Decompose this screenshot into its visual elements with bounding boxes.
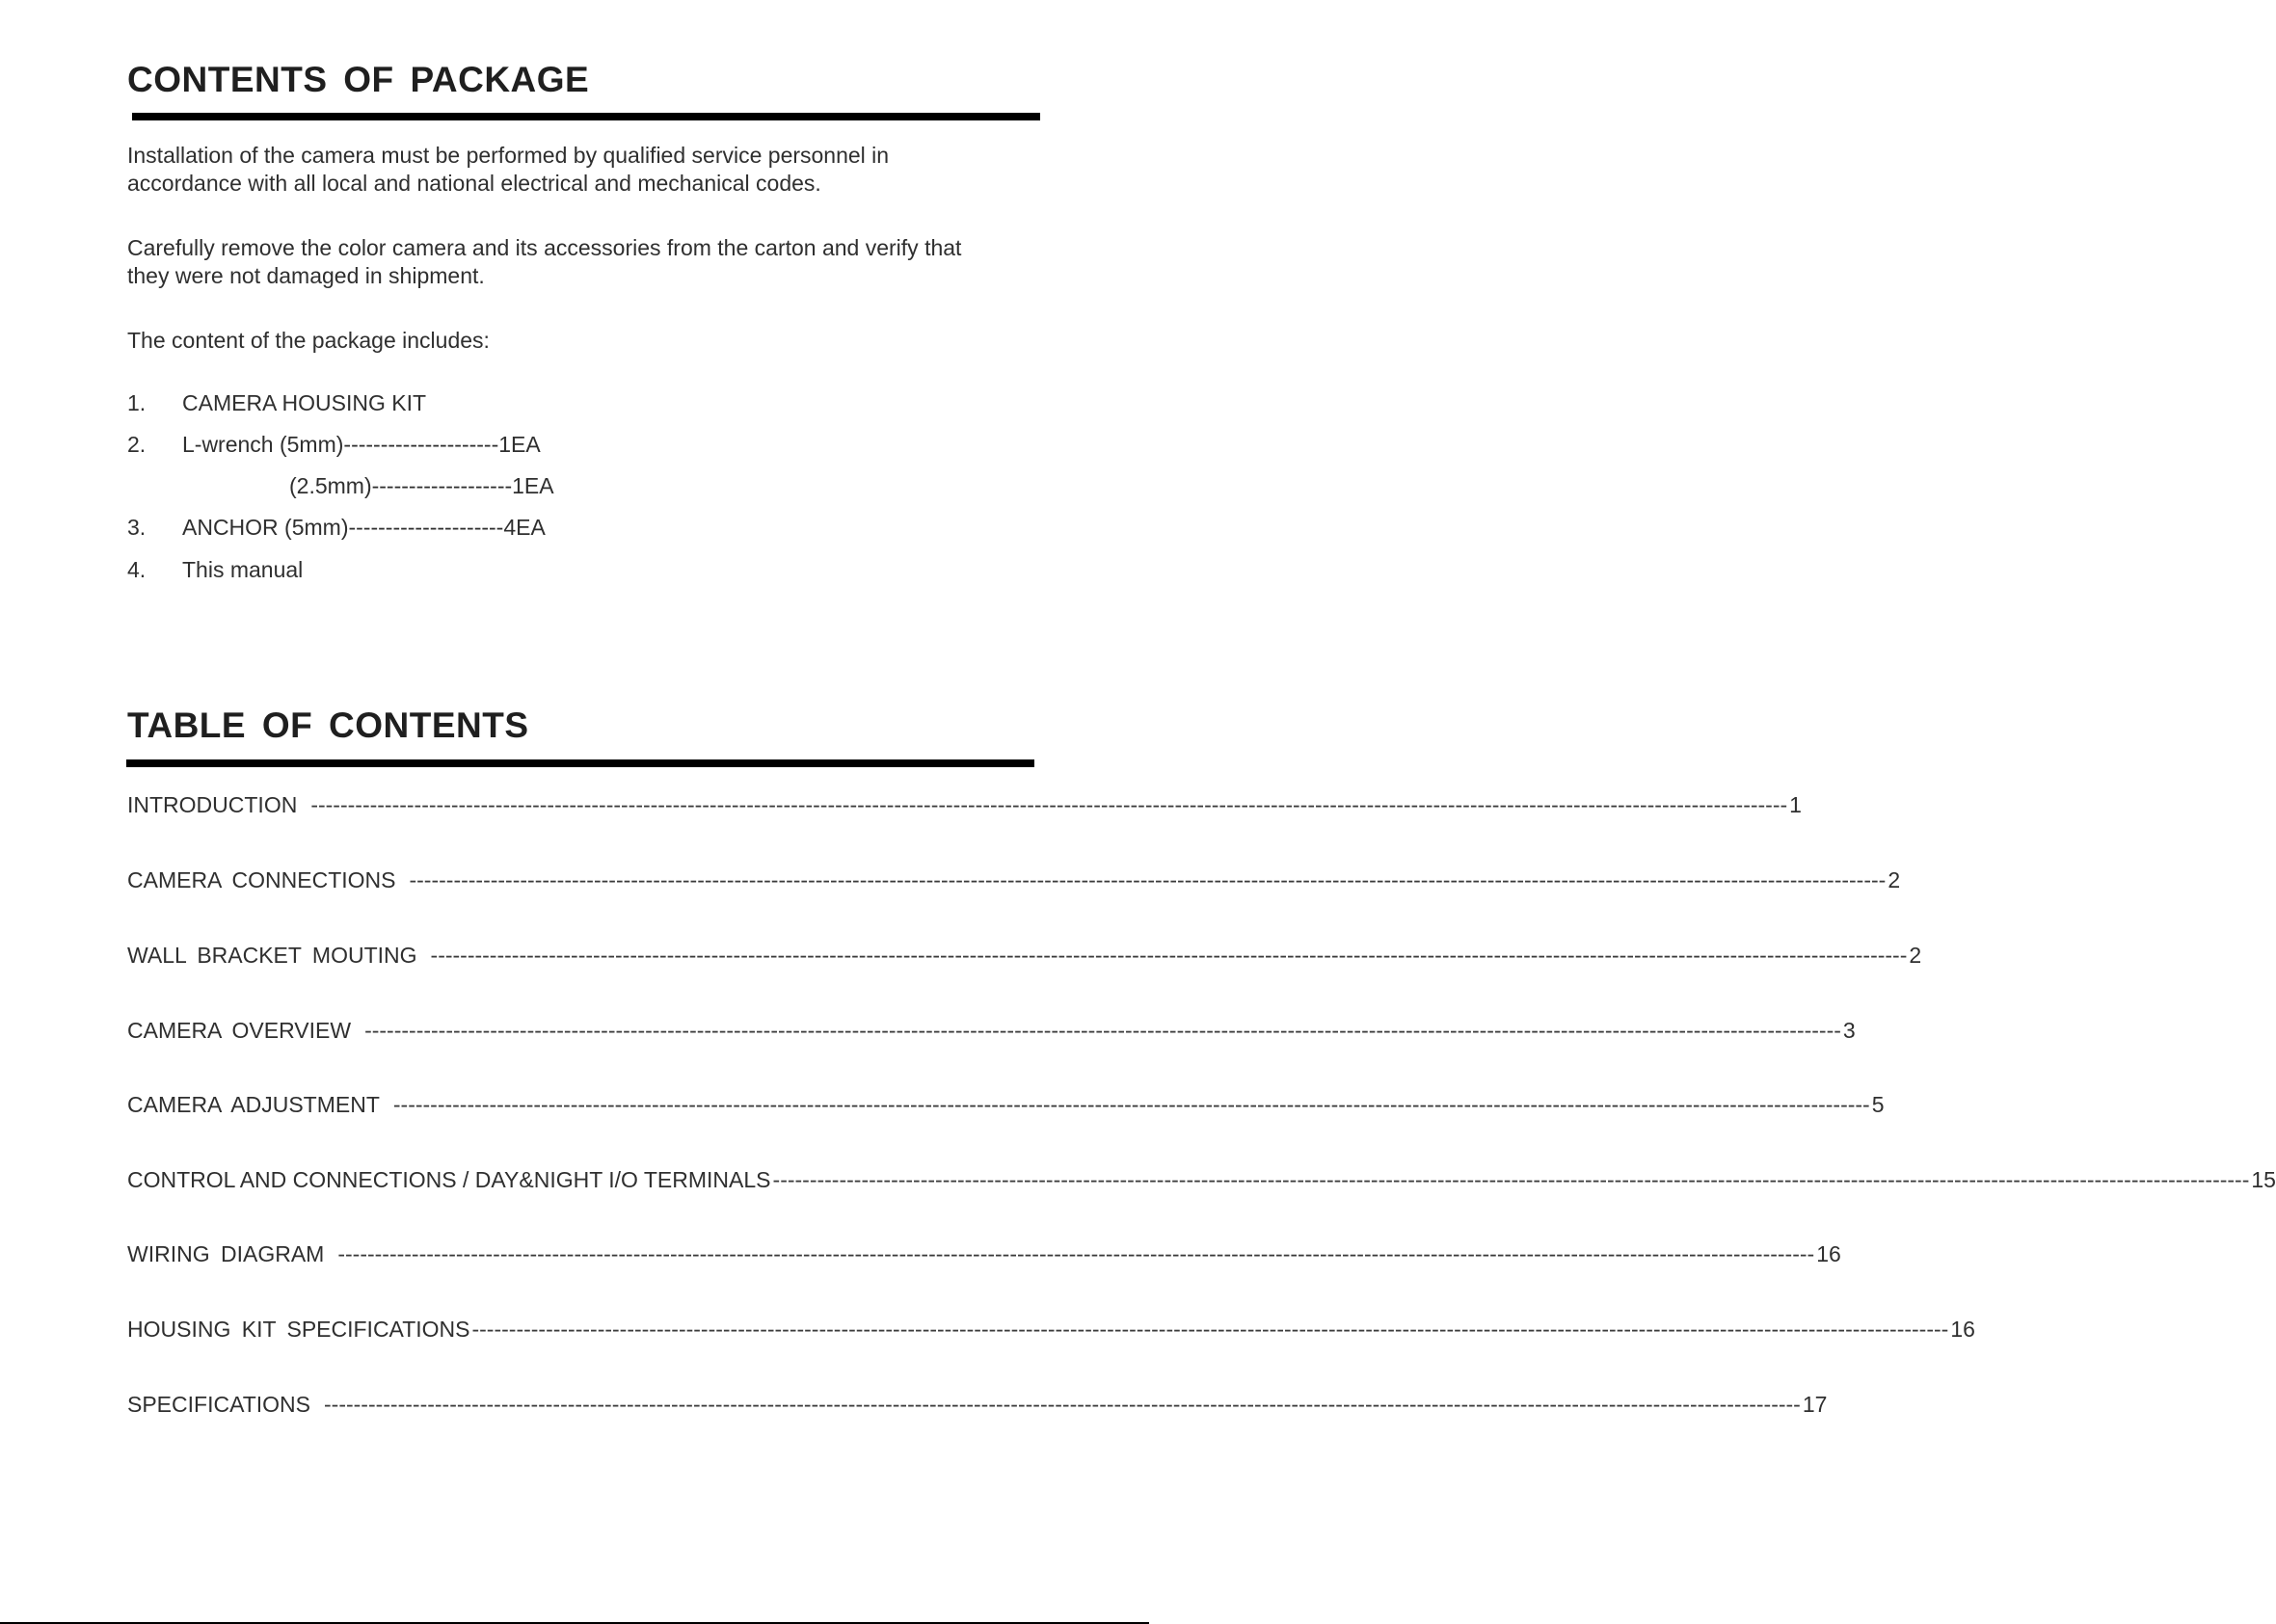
toc-entry-title: CONTROL AND CONNECTIONS / DAY&NIGHT I/O TERMINALS [127,1167,771,1192]
item-number: 2. [127,432,147,457]
toc-entry-title: CAMERA OVERVIEW [127,1018,352,1043]
item-text: L-wrench (5mm)---------------------1EA [182,432,541,457]
contents-heading-rule [132,113,1040,120]
installation-paragraph [127,142,889,198]
item-number: 4. [127,557,147,582]
toc-heading-rule [126,759,1034,767]
paragraph-line: Carefully remove the color camera and its accessories from the carton and verify that [127,235,962,260]
toc-entry[interactable] [127,1241,1841,1270]
toc-dot-leader: -------------------------------------------------------------------------------------------------------------------------------------------------------------------------------------------------------- [310,792,1788,817]
toc-page-number: 1 [1789,792,1802,817]
toc-entry[interactable] [127,792,1802,821]
toc-entry[interactable] [127,1167,2276,1196]
toc-page-number: 5 [1871,1092,1885,1117]
toc-page-number: 16 [1950,1317,1975,1342]
toc-entry-title: WALL BRACKET MOUTING [127,943,417,968]
paragraph-line: Installation of the camera must be performed by qualified service personnel in [127,143,890,168]
toc-dot-leader: -------------------------------------------------------------------------------------------------------------------------------------------------------------------------------------------------------- [392,1092,1870,1117]
toc-dot-leader: -------------------------------------------------------------------------------------------------------------------------------------------------------------------------------------------------------- [471,1317,1949,1342]
item-text: This manual [182,557,304,582]
toc-dot-leader: -------------------------------------------------------------------------------------------------------------------------------------------------------------------------------------------------------- [430,943,1908,968]
toc-entry-title: WIRING DIAGRAM [127,1241,325,1266]
paragraph-line: they were not damaged in shipment. [127,263,485,288]
intro-line: The content of the package includes: [127,328,490,353]
toc-entry[interactable] [127,1092,1885,1121]
toc-page-number: 16 [1816,1241,1841,1266]
item-text: CAMERA HOUSING KIT [182,390,427,415]
toc-entry[interactable] [127,943,1922,972]
item-text: ANCHOR (5mm)---------------------4EA [182,515,546,540]
package-intro-text [127,327,490,355]
contents-of-package-heading: CONTENTS OF PACKAGE [127,60,590,99]
toc-dot-leader: -------------------------------------------------------------------------------------------------------------------------------------------------------------------------------------------------------- [772,1167,2250,1192]
toc-entry[interactable] [127,867,1901,896]
toc-entry[interactable] [127,1392,1828,1421]
toc-dot-leader: -------------------------------------------------------------------------------------------------------------------------------------------------------------------------------------------------------- [324,1392,1801,1417]
item-number: 3. [127,515,147,540]
toc-entry-title: HOUSING KIT SPECIFICATIONS [127,1317,470,1342]
table-of-contents-heading: TABLE OF CONTENTS [127,706,529,745]
toc-page-number: 2 [1909,943,1922,968]
toc-entry-title: CAMERA ADJUSTMENT [127,1092,380,1117]
toc-page-number: 15 [2251,1167,2276,1192]
toc-entry-title: CAMERA CONNECTIONS [127,867,396,892]
toc-page-number: 17 [1802,1392,1828,1417]
paragraph-line: accordance with all local and national electrical and mechanical codes. [127,171,821,196]
toc-entry[interactable] [127,1317,1975,1345]
toc-entry[interactable] [127,1018,1856,1047]
inspection-paragraph [127,234,961,290]
toc-dot-leader: -------------------------------------------------------------------------------------------------------------------------------------------------------------------------------------------------------- [337,1241,1815,1266]
toc-page-number: 3 [1842,1018,1856,1043]
toc-entry-title: SPECIFICATIONS [127,1392,310,1417]
item-text: (2.5mm)-------------------1EA [289,473,554,498]
toc-entry-title: INTRODUCTION [127,792,298,817]
toc-dot-leader: -------------------------------------------------------------------------------------------------------------------------------------------------------------------------------------------------------- [409,867,1887,892]
item-number: 1. [127,390,147,415]
toc-dot-leader: -------------------------------------------------------------------------------------------------------------------------------------------------------------------------------------------------------- [364,1018,1841,1043]
toc-page-number: 2 [1888,867,1901,892]
